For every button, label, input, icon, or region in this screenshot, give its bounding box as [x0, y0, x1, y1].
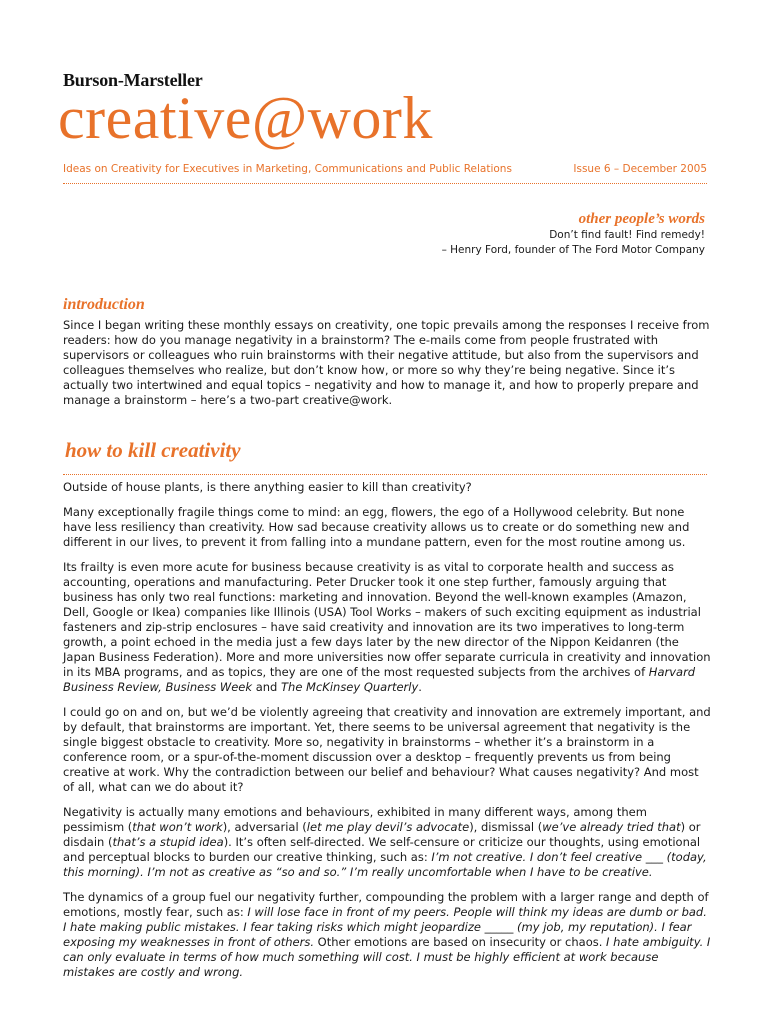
- introduction-heading: introduction: [63, 296, 145, 313]
- introduction-text: Since I began writing these monthly essays on creativity, one topic prevails among the responses I receive from readers: how do you manage negativity in a brainstorm? The e-mails come from people frustrated with supervisors or colleagues who ruin brainstorms with their negative attitude, but also from the supervisors and colleagues themselves who realize, but don’t know how, or more so why they’re being negative. Since it’s actually two intertwined and equal topics – negativity and how to manage it, and how to properly prepare and manage a brainstorm – here’s a two-part creative@work.: [63, 318, 710, 407]
- quote-attribution: – Henry Ford, founder of The Ford Motor Company: [441, 244, 705, 256]
- article-paragraph-6: The dynamics of a group fuel our negativity further, compounding the problem with a larger range and depth of emotions, mostly fear, such as: I will lose face in front of my peers. People will think my ideas are dumb or bad. I hate making public mistakes. I fear taking risks which might jeopardize _____ (my job, my reputation). I fear exposing my weaknesses in front of others. Other emotions are based on insecurity or chaos. I hate ambiguity. I can only evaluate in terms of how much something will cost. I must be highly efficient at work because mistakes are costly and wrong.: [63, 890, 711, 979]
- quote-block: [305, 211, 705, 258]
- brand-logo: Burson-Marsteller: [63, 70, 203, 90]
- issue-label: Issue 6 – December 2005: [573, 163, 707, 175]
- quote-text: Don’t find fault! Find remedy!: [549, 229, 705, 241]
- article-paragraph-5: Negativity is actually many emotions and behaviours, exhibited in many different ways, among them pessimism (that won’t work), adversarial (let me play devil’s advocate), dismissal (we’ve already tried that) or disdain (that’s a stupid idea). It’s often self-directed. We self-censure or criticize our thoughts, using emotional and perceptual blocks to burden our creative thinking, such as: I’m not creative. I don’t feel creative ___ (today, this morning). I’m not as creative as “so and so.” I’m really uncomfortable when I have to be creative.: [63, 805, 707, 879]
- tagline: Ideas on Creativity for Executives in Marketing, Communications and Public Relations: [63, 163, 512, 175]
- article-paragraph-4: I could go on and on, but we’d be violently agreeing that creativity and innovation are extremely important, and by default, that brainstorms are important. Yet, there seems to be universal agreement that negativity is the single biggest obstacle to creativity. More so, negativity in brainstorms – whether it’s a brainstorm in a conference room, or a spur-of-the-moment discussion over a desktop – frequently prevents us from being creative at work. Why the contradiction between our belief and behaviour? What causes negativity? And most of all, what can we do about it?: [63, 705, 711, 794]
- article-paragraph-1: Outside of house plants, is there anything easier to kill than creativity?: [63, 480, 472, 494]
- quote-heading: other people’s words: [578, 211, 705, 227]
- masthead-meta: [63, 163, 707, 175]
- article-paragraph-3: Its frailty is even more acute for business because creativity is as vital to corporate health and success as accounting, operations and manufacturing. Peter Drucker took it one step further, famously arguing that business has only two real functions: marketing and innovation. Beyond the well-known examples (Amazon, Dell, Google or Ikea) companies like Illinois (USA) Tool Works – makers of such exciting equipment as industrial fasteners and zip-strip enclosures – have said creativity and innovation are its two imperatives to long-term growth, a point echoed in the media just a few days later by the new director of the Nippon Keidanren (the Japan Business Federation). More and more universities now offer separate curricula in creativity and innovation in its MBA programs, and as topics, they are one of the most requested subjects from the archives of Harvard Business Review, Business Week and The McKinsey Quarterly.: [63, 560, 711, 694]
- header-divider: [63, 183, 707, 184]
- article-divider: [63, 474, 707, 475]
- masthead-title: creative@work: [58, 85, 433, 151]
- article-body: [63, 480, 711, 990]
- article-heading: how to kill creativity: [65, 438, 241, 462]
- article-paragraph-2: Many exceptionally fragile things come to mind: an egg, flowers, the ego of a Hollywood celebrity. But none have less resiliency than creativity. How sad because creativity allows us to create or do something new and different in our lives, to prevent it from falling into a mundane pattern, even for the most routine among us.: [63, 505, 690, 549]
